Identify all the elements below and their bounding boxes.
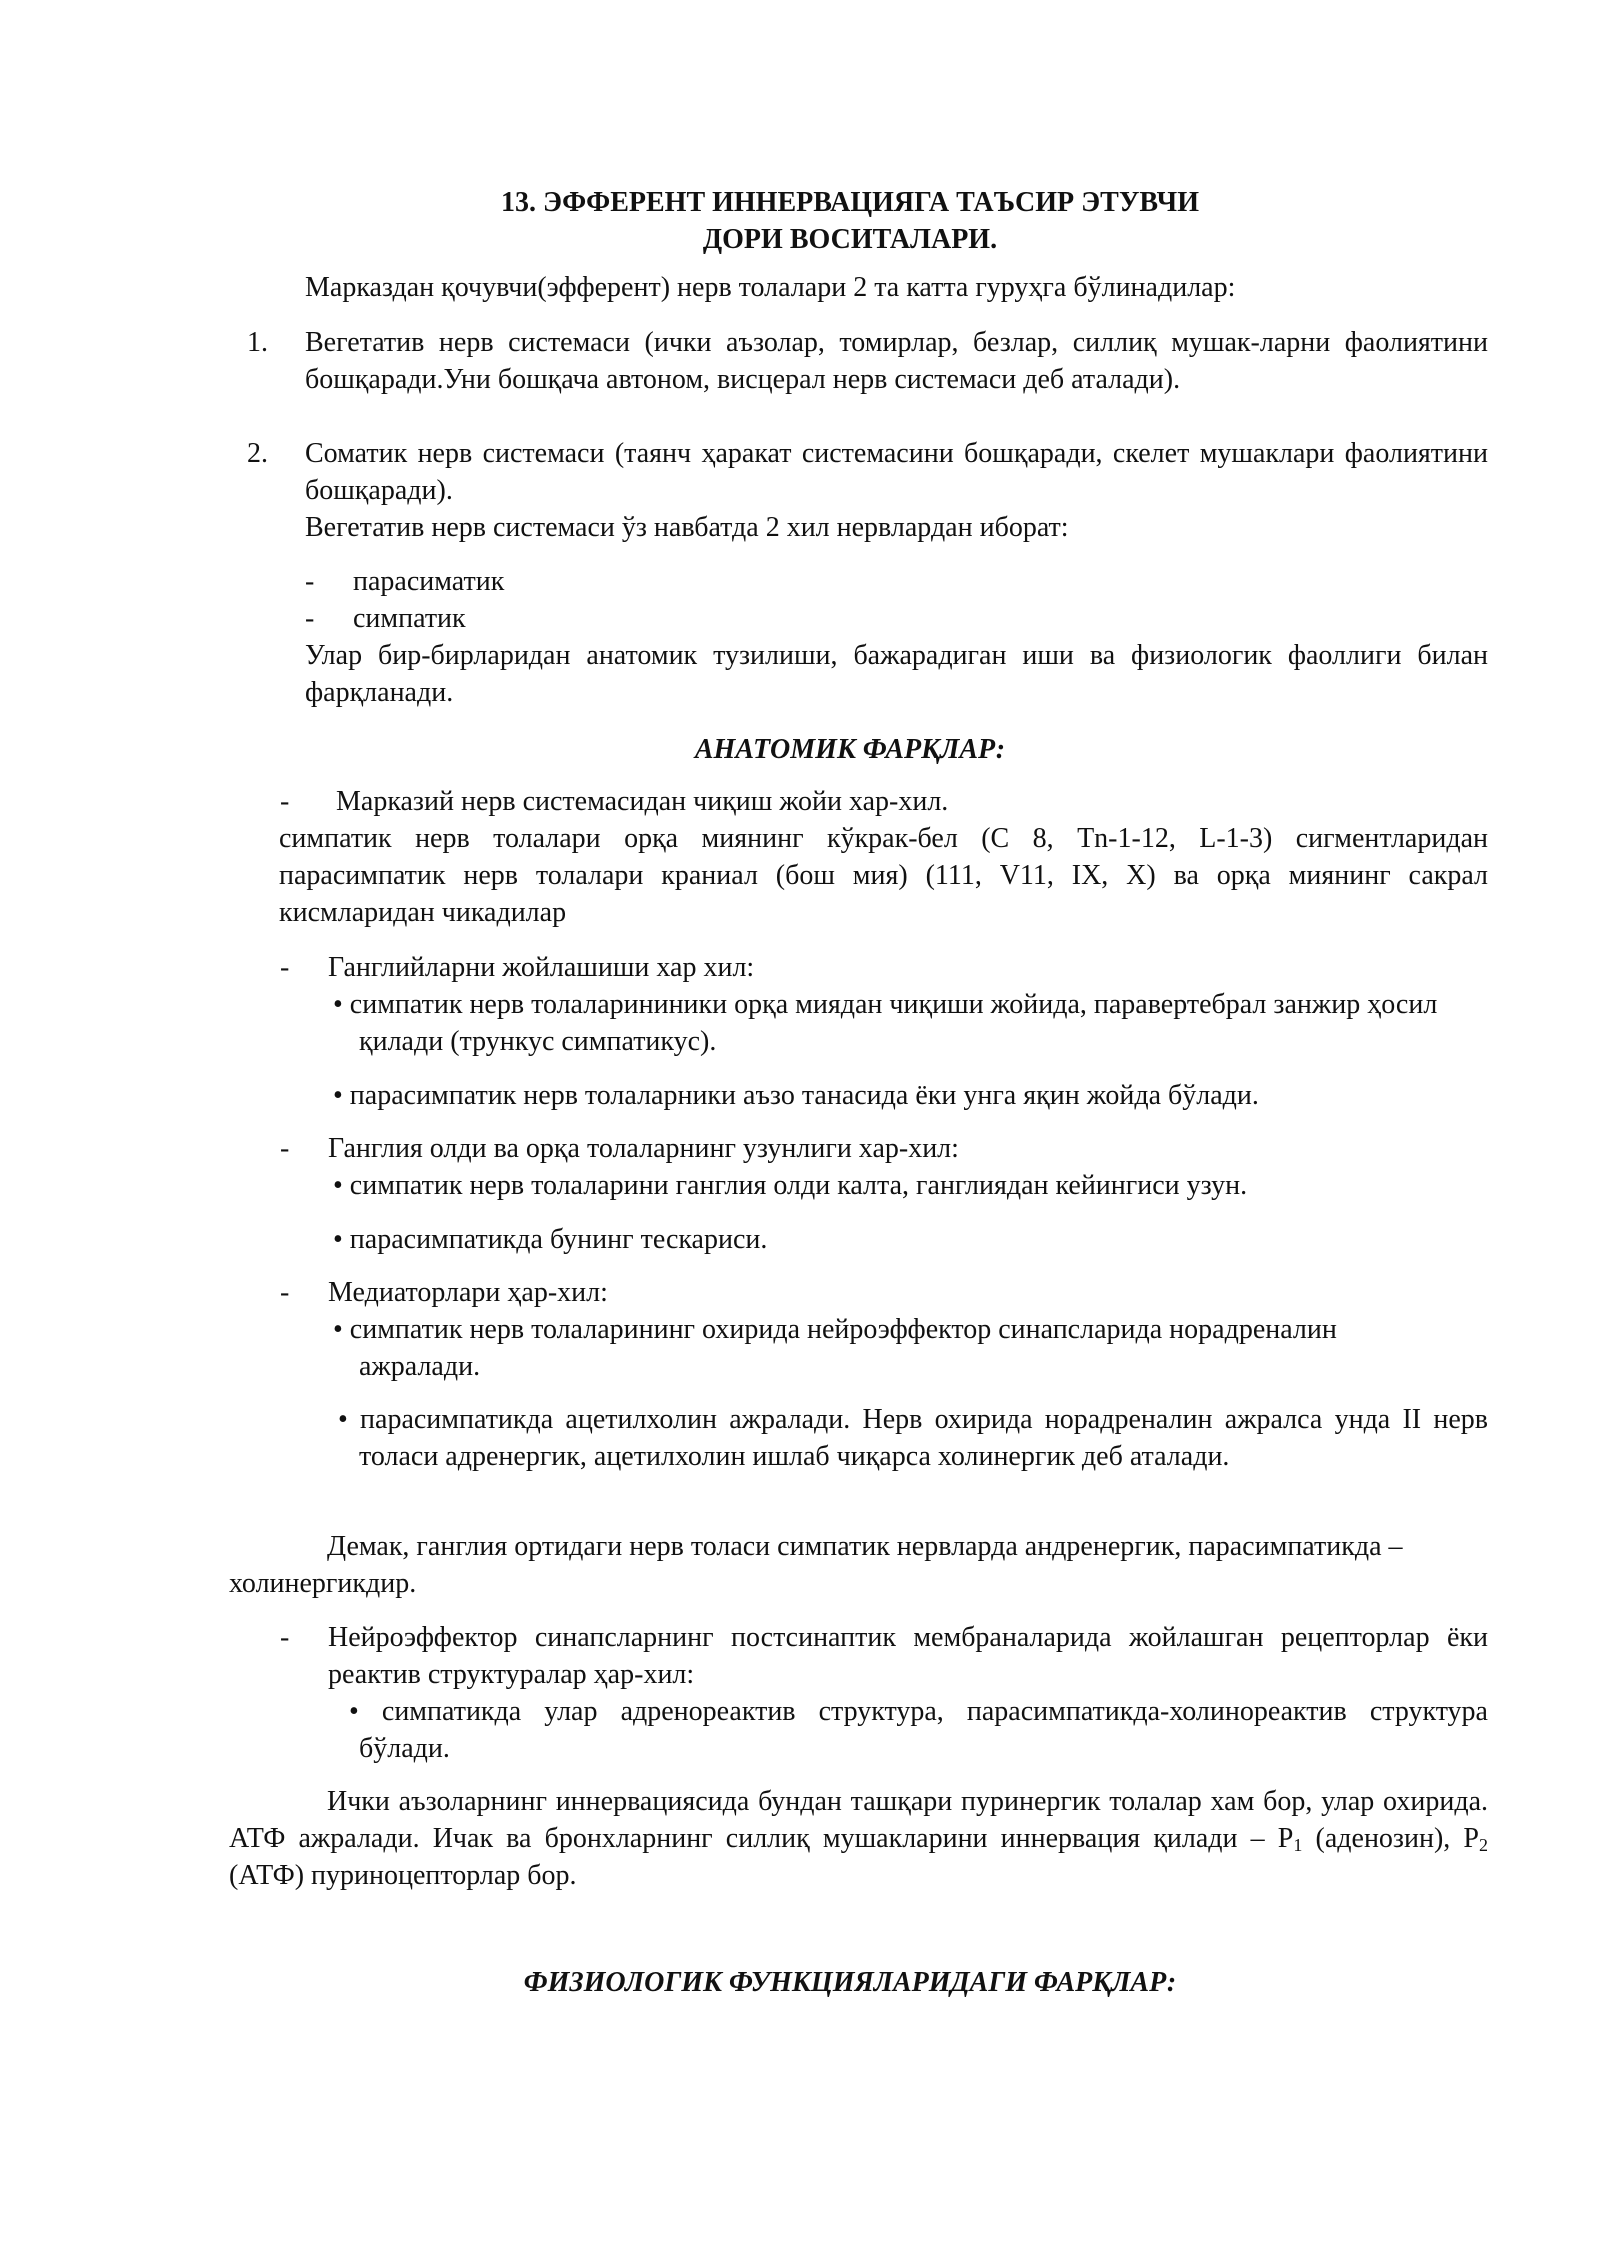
receptors-bullet: • симпатикда улар адренореактив структура, парасимпатикда-холинореактив структура бўлади.: [349, 1696, 1488, 1764]
document-title: [300, 184, 1400, 258]
exit-point-title: Марказий нерв системасидан чиқиш жойи хар-хил.: [336, 786, 949, 817]
subscript-1: 1: [1293, 1835, 1303, 1855]
dash-mark: -: [280, 952, 290, 983]
purinergic-text-part-1: Ички аъзоларнинг иннервациясида бундан ташқари пуринергик толалар хам бор, улар охирида. АТФ ажралади. Ичак ва бронхларнинг силлиқ мушакларини иннервация қилади – Р: [229, 1786, 1488, 1854]
dash-mark: -: [280, 1133, 290, 1164]
type-parasympathetic: парасиматик: [353, 566, 505, 597]
dash-mark: -: [305, 603, 315, 634]
subscript-2: 2: [1479, 1835, 1488, 1855]
list-item-somatic: Соматик нерв системаси (таянч ҳаракат системасини бошқаради, скелет мушаклари фаолиятини бошқаради).: [305, 438, 1488, 506]
dash-mark: -: [305, 566, 315, 597]
purinergic-paragraph: [229, 1783, 1488, 1894]
physiological-heading: ФИЗИОЛОГИК ФУНКЦИЯЛАРИДАГИ ФАРҚЛАР:: [523, 1967, 1177, 1998]
dash-mark: -: [280, 1622, 290, 1653]
title-line-1: 13. ЭФФЕРЕНТ ИННЕРВАЦИЯГА ТАЪСИР ЭТУВЧИ: [500, 187, 1199, 218]
anatomical-heading: АНАТОМИК ФАРҚЛАР:: [694, 734, 1006, 765]
fiber-length-title: Ганглия олди ва орқа толаларнинг узунлиги хар-хил:: [328, 1133, 959, 1164]
title-line-2: ДОРИ ВОСИТАЛАРИ.: [702, 224, 998, 255]
vegetative-sentence: Вегетатив нерв системаси ўз навбатда 2 хил нервлардан иборат:: [305, 512, 1069, 543]
intro-paragraph: Марказдан қочувчи(эфферент) нерв толалари 2 та катта гуруҳга бўлинадилар:: [305, 272, 1236, 303]
receptors-title: Нейроэффектор синапсларнинг постсинаптик мембраналарида жойлашган рецепторлар ёки реактив структуралар ҳар-хил:: [328, 1622, 1488, 1690]
purinergic-text-part-3: (АТФ) пуриноцепторлар бор.: [229, 1860, 577, 1891]
dash-mark: -: [280, 1277, 290, 1308]
list-number-2: 2.: [247, 438, 268, 469]
type-sympathetic: симпатик: [353, 603, 466, 634]
ganglia-bullet-sympathetic: • симпатик нерв толаларининики орқа миядан чиқиши жойида, паравертебрал занжир ҳосил қилади (трункус симпатикус).: [333, 989, 1438, 1057]
list-item-vegetative: Вегетатив нерв системаси (ички аъзолар, томирлар, безлар, силлиқ мушак-ларни фаолиятини бошқаради.Уни бошқача автоном, висцерал нерв системаси деб аталади).: [305, 327, 1488, 395]
difference-paragraph: Улар бир-бирларидан анатомик тузилиши, бажарадиган иши ва физиологик фаоллиги билан фарқланади.: [305, 640, 1488, 708]
mediators-title: Медиаторлари ҳар-хил:: [328, 1277, 608, 1308]
demak-paragraph: Демак, ганглия ортидаги нерв толаси симпатик нервларда андренергик, парасимпатикда – холинергикдир.: [229, 1531, 1403, 1599]
mediators-bullet-parasympathetic: • парасимпатикда ацетилхолин ажралади. Нерв охирида норадреналин ажралса унда II нерв толаси адренергик, ацетилхолин ишлаб чиқарса холинергик деб аталади.: [338, 1404, 1488, 1472]
ganglia-bullet-parasympathetic: • парасимпатик нерв толаларники аъзо танасида ёки унга яқин жойда бўлади.: [333, 1080, 1259, 1111]
mediators-bullet-sympathetic: • симпатик нерв толаларининг охирида нейроэффектор синапсларида норадреналин ажралади.: [333, 1314, 1337, 1382]
ganglia-title: Ганглийларни жойлашиши хар хил:: [328, 952, 755, 983]
dash-mark: -: [280, 786, 290, 817]
exit-point-body: симпатик нерв толалари орқа миянинг кўкрак-бел (С 8, Тn-1-12, L-1-3) сигментларидан парасимпатик нерв толалари краниал (бош мия) (111, V11, IX, X) ва орқа миянинг сакрал кисмларидан чикадилар: [279, 823, 1488, 928]
purinergic-text-part-2: (аденозин), Р: [1302, 1823, 1479, 1854]
fiber-length-bullet-sympathetic: • симпатик нерв толаларини ганглия олди калта, ганглиядан кейингиси узун.: [333, 1170, 1248, 1201]
list-number-1: 1.: [247, 327, 268, 358]
fiber-length-bullet-parasympathetic: • парасимпатикда бунинг тескариси.: [333, 1224, 768, 1255]
